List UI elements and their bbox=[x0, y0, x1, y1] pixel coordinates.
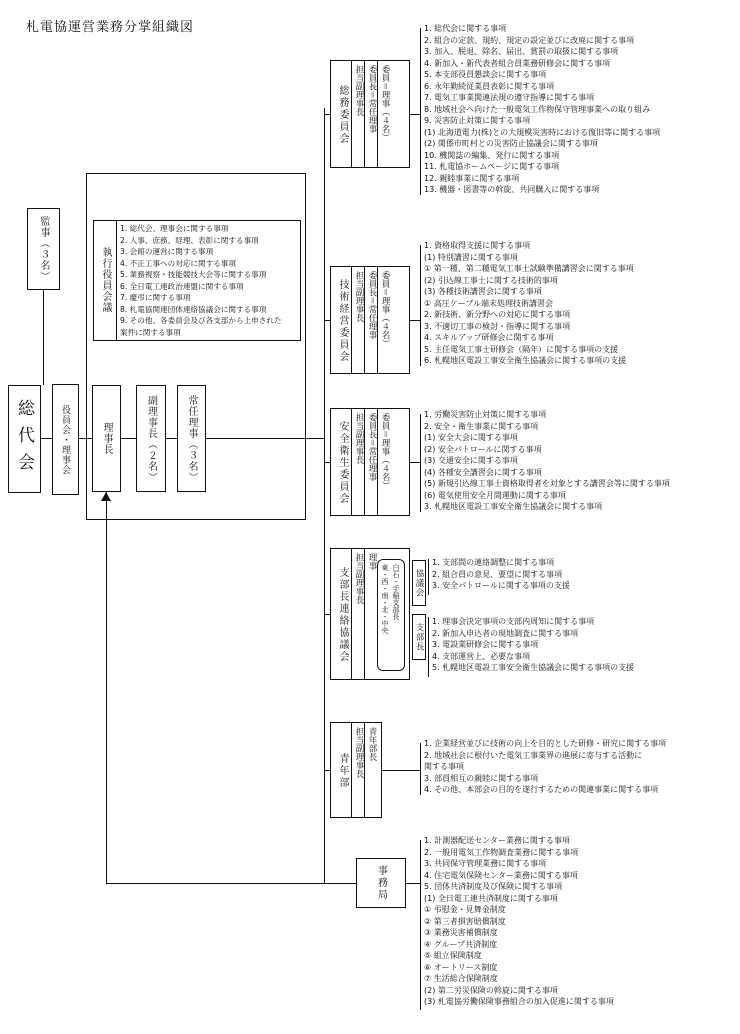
anzen-committee-box bbox=[330, 408, 410, 516]
duty-item: 6. 永年勤続従業員表彰に関する事項 bbox=[424, 81, 555, 91]
duty-item: 1. 支部間の連絡調整に関する事項 bbox=[432, 558, 555, 567]
seinenbu-committee-box bbox=[330, 722, 382, 818]
committee-role: 担当副理事長 bbox=[354, 271, 364, 322]
duty-item: (5) 新規引込線工事士資格取得者を対象とする講習会等に関する事項 bbox=[424, 479, 670, 488]
jimukyoku-box bbox=[356, 858, 406, 908]
shibucho-duties-b bbox=[432, 616, 634, 674]
anzen-duties bbox=[424, 409, 670, 513]
executive-item: 案件に関する事項 bbox=[120, 327, 181, 337]
duty-item: 3. 共同保守管理業務に関する事項 bbox=[424, 859, 547, 868]
soumu-committee-box bbox=[330, 60, 410, 168]
duty-item: (2) 安全パトロールに関する事項 bbox=[424, 444, 542, 454]
duty-item: 1. 労働災害防止対策に関する事項 bbox=[424, 410, 547, 419]
branch-note: 白石・手稲支部長 bbox=[392, 564, 400, 620]
executive-item: 9. その他、各委員会及び各支部から上申された bbox=[120, 316, 282, 325]
duty-item: ④ グループ共済制度 bbox=[424, 939, 498, 949]
kanji-box bbox=[27, 208, 60, 290]
committee-name: 技術経営委員会 bbox=[337, 279, 348, 363]
duty-item: 2. 新加入申込者の現地調査に関する事項 bbox=[432, 628, 579, 638]
duty-item: 4. 住宅電気保険センター業務に関する事項 bbox=[424, 870, 578, 880]
yakuinkai-label: 役員会・理事会 bbox=[60, 404, 70, 475]
duty-item: 2. 組合員の意見、要望に関する事項 bbox=[432, 569, 563, 579]
kyogikai-label: 協議会 bbox=[414, 568, 424, 598]
duty-item: ⑤ 組立保険制度 bbox=[424, 951, 482, 960]
duty-item: (3) 札電協労働保険事務組合の加入促進に関する事項 bbox=[424, 997, 614, 1006]
executive-item: 2. 人事、庶務、経理、表彰に関する事項 bbox=[120, 235, 259, 245]
duty-item: 4. 支部運営上、必要な事項 bbox=[432, 651, 531, 661]
duty-item: 1. 企業経営並びに技術の向上を目的とした研修・研究に関する事項 bbox=[424, 739, 667, 748]
duty-item: 3. 札幌地区電設工事安全衛生協議会に関する事項 bbox=[424, 502, 603, 511]
soumu-duties bbox=[424, 23, 660, 196]
duty-item: 1. 資格取得支援に関する事項 bbox=[424, 241, 531, 250]
jimukyoku-duties bbox=[424, 835, 614, 1008]
duty-item: 関する事項 bbox=[424, 762, 464, 771]
committee-role: 担当副理事長 bbox=[354, 413, 364, 464]
duty-item: 4. その他、本部会の目的を遂行するための関連事業に関する事項 bbox=[424, 785, 659, 794]
jonin-label: 常任理事（３名） bbox=[186, 394, 197, 483]
duty-item: 1. 計測器配送センター業務に関する事項 bbox=[424, 836, 570, 845]
duty-item: 7. 電気工事業関連法規の遵守指導に関する事項 bbox=[424, 93, 595, 102]
duty-item: 3. 電設業研修会に関する事項 bbox=[432, 640, 539, 649]
duty-item: 5. 団体共済制度及び保険に関する事項 bbox=[424, 882, 563, 891]
duty-item: 1. 理事会決定事項の支部内周知に関する事項 bbox=[432, 617, 595, 626]
duty-item: 10. 機関誌の編集、発行に関する事項 bbox=[424, 150, 560, 160]
branch-names: 東・西・南・北・中央 bbox=[381, 564, 389, 634]
executive-item: 6. 全日電工連政治連盟に関する事項 bbox=[120, 281, 244, 291]
committee-name: 青年部 bbox=[337, 753, 348, 789]
duty-item: (2) 第二労災保険の斡旋に関する事項 bbox=[424, 985, 558, 995]
shibucho-label: 支部長 bbox=[414, 622, 424, 652]
committee-role: 委員＝理事（４名） bbox=[380, 271, 390, 348]
duty-item: 3. 安全パトロールに関する事項の支援 bbox=[432, 581, 570, 590]
committee-role: 青年部長 bbox=[367, 727, 377, 761]
duty-item: (2) 関係市町村との災害防止協議会に関する事項 bbox=[424, 139, 598, 148]
committee-role: 担当副理事長 bbox=[354, 553, 364, 604]
duty-item: ③ 業務災害補償制度 bbox=[424, 928, 498, 937]
duty-item: 5. 札幌地区電設工事安全衛生協議会に関する事項の支援 bbox=[432, 663, 635, 672]
duty-item: 3. 不適切工事の検討・指導に関する事項 bbox=[424, 321, 571, 331]
executive-item: 1. 総代会、理事会に関する事項 bbox=[120, 224, 229, 233]
duty-item: 5. 本支部役員懇談会に関する事項 bbox=[424, 70, 547, 79]
duty-item: 13. 機器・図書等の斡旋、共同購入に関する事項 bbox=[424, 185, 600, 194]
duty-item: ⑥ オートリース制度 bbox=[424, 962, 498, 972]
committee-name: 総務委員会 bbox=[337, 85, 348, 145]
committee-role: 理事 bbox=[367, 553, 377, 570]
duty-item: 2. 地域社会に根付いた電気工事業界の進展に寄与する活動に bbox=[424, 750, 643, 760]
duty-item: 11. 札電協ホームページに関する事項 bbox=[424, 162, 560, 171]
shibucho-duties-a bbox=[432, 557, 570, 592]
duty-item: (1) 北海道電力(株)との大規模災害時における復旧等に関する事項 bbox=[424, 127, 661, 137]
duty-item: 5. 主任電気工事士研修会（隔年）に関する事項の支援 bbox=[424, 344, 619, 354]
duty-item: (2) 引込線工事士に関する技術的事項 bbox=[424, 275, 558, 285]
duty-item: ⑦ 生活総合保険制度 bbox=[424, 974, 498, 983]
gijutsu-duties bbox=[424, 240, 634, 367]
committee-name: 事務局 bbox=[375, 865, 387, 901]
duty-item: (1) 安全大会に関する事項 bbox=[424, 433, 518, 442]
kyogikai-tag bbox=[412, 560, 426, 606]
page-title: 札電協運営業務分掌組織図 bbox=[26, 20, 195, 35]
duty-item: 8. 地域社会へ向けた一般電気工作物保守管理事業への取り組み bbox=[424, 104, 651, 114]
executive-item: 4. 不正工事への対応に関する事項 bbox=[120, 258, 236, 268]
duty-item: 4. 新加入・新代表者組合員業務研修会に関する事項 bbox=[424, 58, 611, 68]
committee-role: 委員長＝常任理事 bbox=[367, 413, 377, 481]
committee-role: 委員長＝常任理事 bbox=[367, 65, 377, 133]
duty-item: 3. 加入、脱退、除名、届出、賞罰の取扱に関する事項 bbox=[424, 47, 619, 56]
duty-item: ② 第三者損害賠償制度 bbox=[424, 916, 506, 926]
duty-item: ① 高圧ケーブル端末処理技術講習会 bbox=[424, 298, 553, 308]
duty-item: 2. 組合の定款、規約、規定の設定並びに改廃に関する事項 bbox=[424, 35, 635, 45]
duty-item: (3) 各種技術講習会に関する事項 bbox=[424, 287, 542, 296]
committee-role: 委員長＝常任理事 bbox=[367, 271, 377, 339]
shibucho-committee-box bbox=[330, 548, 410, 680]
rijicho-label: 理事長 bbox=[101, 422, 112, 455]
executive-item: 3. 会館の運営に関する事項 bbox=[120, 247, 214, 256]
duty-item: 2. 安全・衛生事業に関する事項 bbox=[424, 421, 539, 431]
duty-item: ① 第一種、第二種電気工事士試験準備講習会に関する事項 bbox=[424, 264, 634, 273]
committee-role: 委員＝理事（４名） bbox=[380, 413, 390, 490]
duty-item: (1) 全日電工連共済制度に関する事項 bbox=[424, 893, 558, 903]
executive-item: 8. 札電協関連団体連絡協議会に関する事項 bbox=[120, 304, 267, 314]
duty-item: 2. 新技術、新分野への対応に関する事項 bbox=[424, 310, 571, 319]
duty-item: 4. スキルアップ研修会に関する事項 bbox=[424, 333, 554, 342]
committee-role: 担当副理事長 bbox=[354, 727, 364, 778]
duty-item: 3. 部員相互の親睦に関する事項 bbox=[424, 773, 539, 783]
duty-item: (6) 電気使用安全月間運動に関する事項 bbox=[424, 490, 566, 500]
duty-item: 2. 一般用電気工作物調査業務に関する事項 bbox=[424, 847, 579, 857]
duty-item: 1. 総代会に関する事項 bbox=[424, 24, 507, 33]
executive-item: 7. 慶弔に関する事項 bbox=[120, 293, 191, 302]
executive-council-box bbox=[93, 220, 301, 341]
seinenbu-duties bbox=[424, 738, 666, 796]
duty-item: (1) 特別講習に関する事項 bbox=[424, 252, 518, 262]
duty-item: (3) 交通安全に関する事項 bbox=[424, 456, 518, 465]
executive-item: 5. 業務視察・技能競技大会等に関する事項 bbox=[120, 270, 267, 279]
committee-name: 安全衛生委員会 bbox=[337, 421, 348, 505]
committee-name: 支部長連絡協議会 bbox=[337, 567, 348, 663]
duty-item: 6. 札幌地区電設工事安全衛生協議会に関する事項の支援 bbox=[424, 356, 627, 365]
sodaikai-box bbox=[8, 385, 41, 493]
executive-council-label: 執行役員会議 bbox=[100, 247, 111, 313]
fukurijicho-label: 副理事長（２名） bbox=[145, 394, 157, 483]
sodaikai-label: 総代会 bbox=[14, 398, 34, 480]
committee-role: 担当副理事長 bbox=[354, 65, 364, 116]
committee-role: 委員＝理事（４名） bbox=[380, 65, 390, 142]
shibucho-tag bbox=[412, 614, 426, 660]
gijutsu-committee-box bbox=[330, 266, 410, 374]
yakuinkai-box bbox=[52, 384, 79, 495]
duty-item: ① 弔慰金・見舞金制度 bbox=[424, 905, 506, 914]
executive-items bbox=[120, 223, 282, 338]
duty-item: 9. 災害防止対策に関する事項 bbox=[424, 116, 531, 125]
duty-item: (4) 各種安全講習会に関する事項 bbox=[424, 467, 542, 477]
kanji-label: 監事（３名） bbox=[38, 216, 49, 282]
duty-item: 12. 親睦事業に関する事項 bbox=[424, 173, 520, 183]
